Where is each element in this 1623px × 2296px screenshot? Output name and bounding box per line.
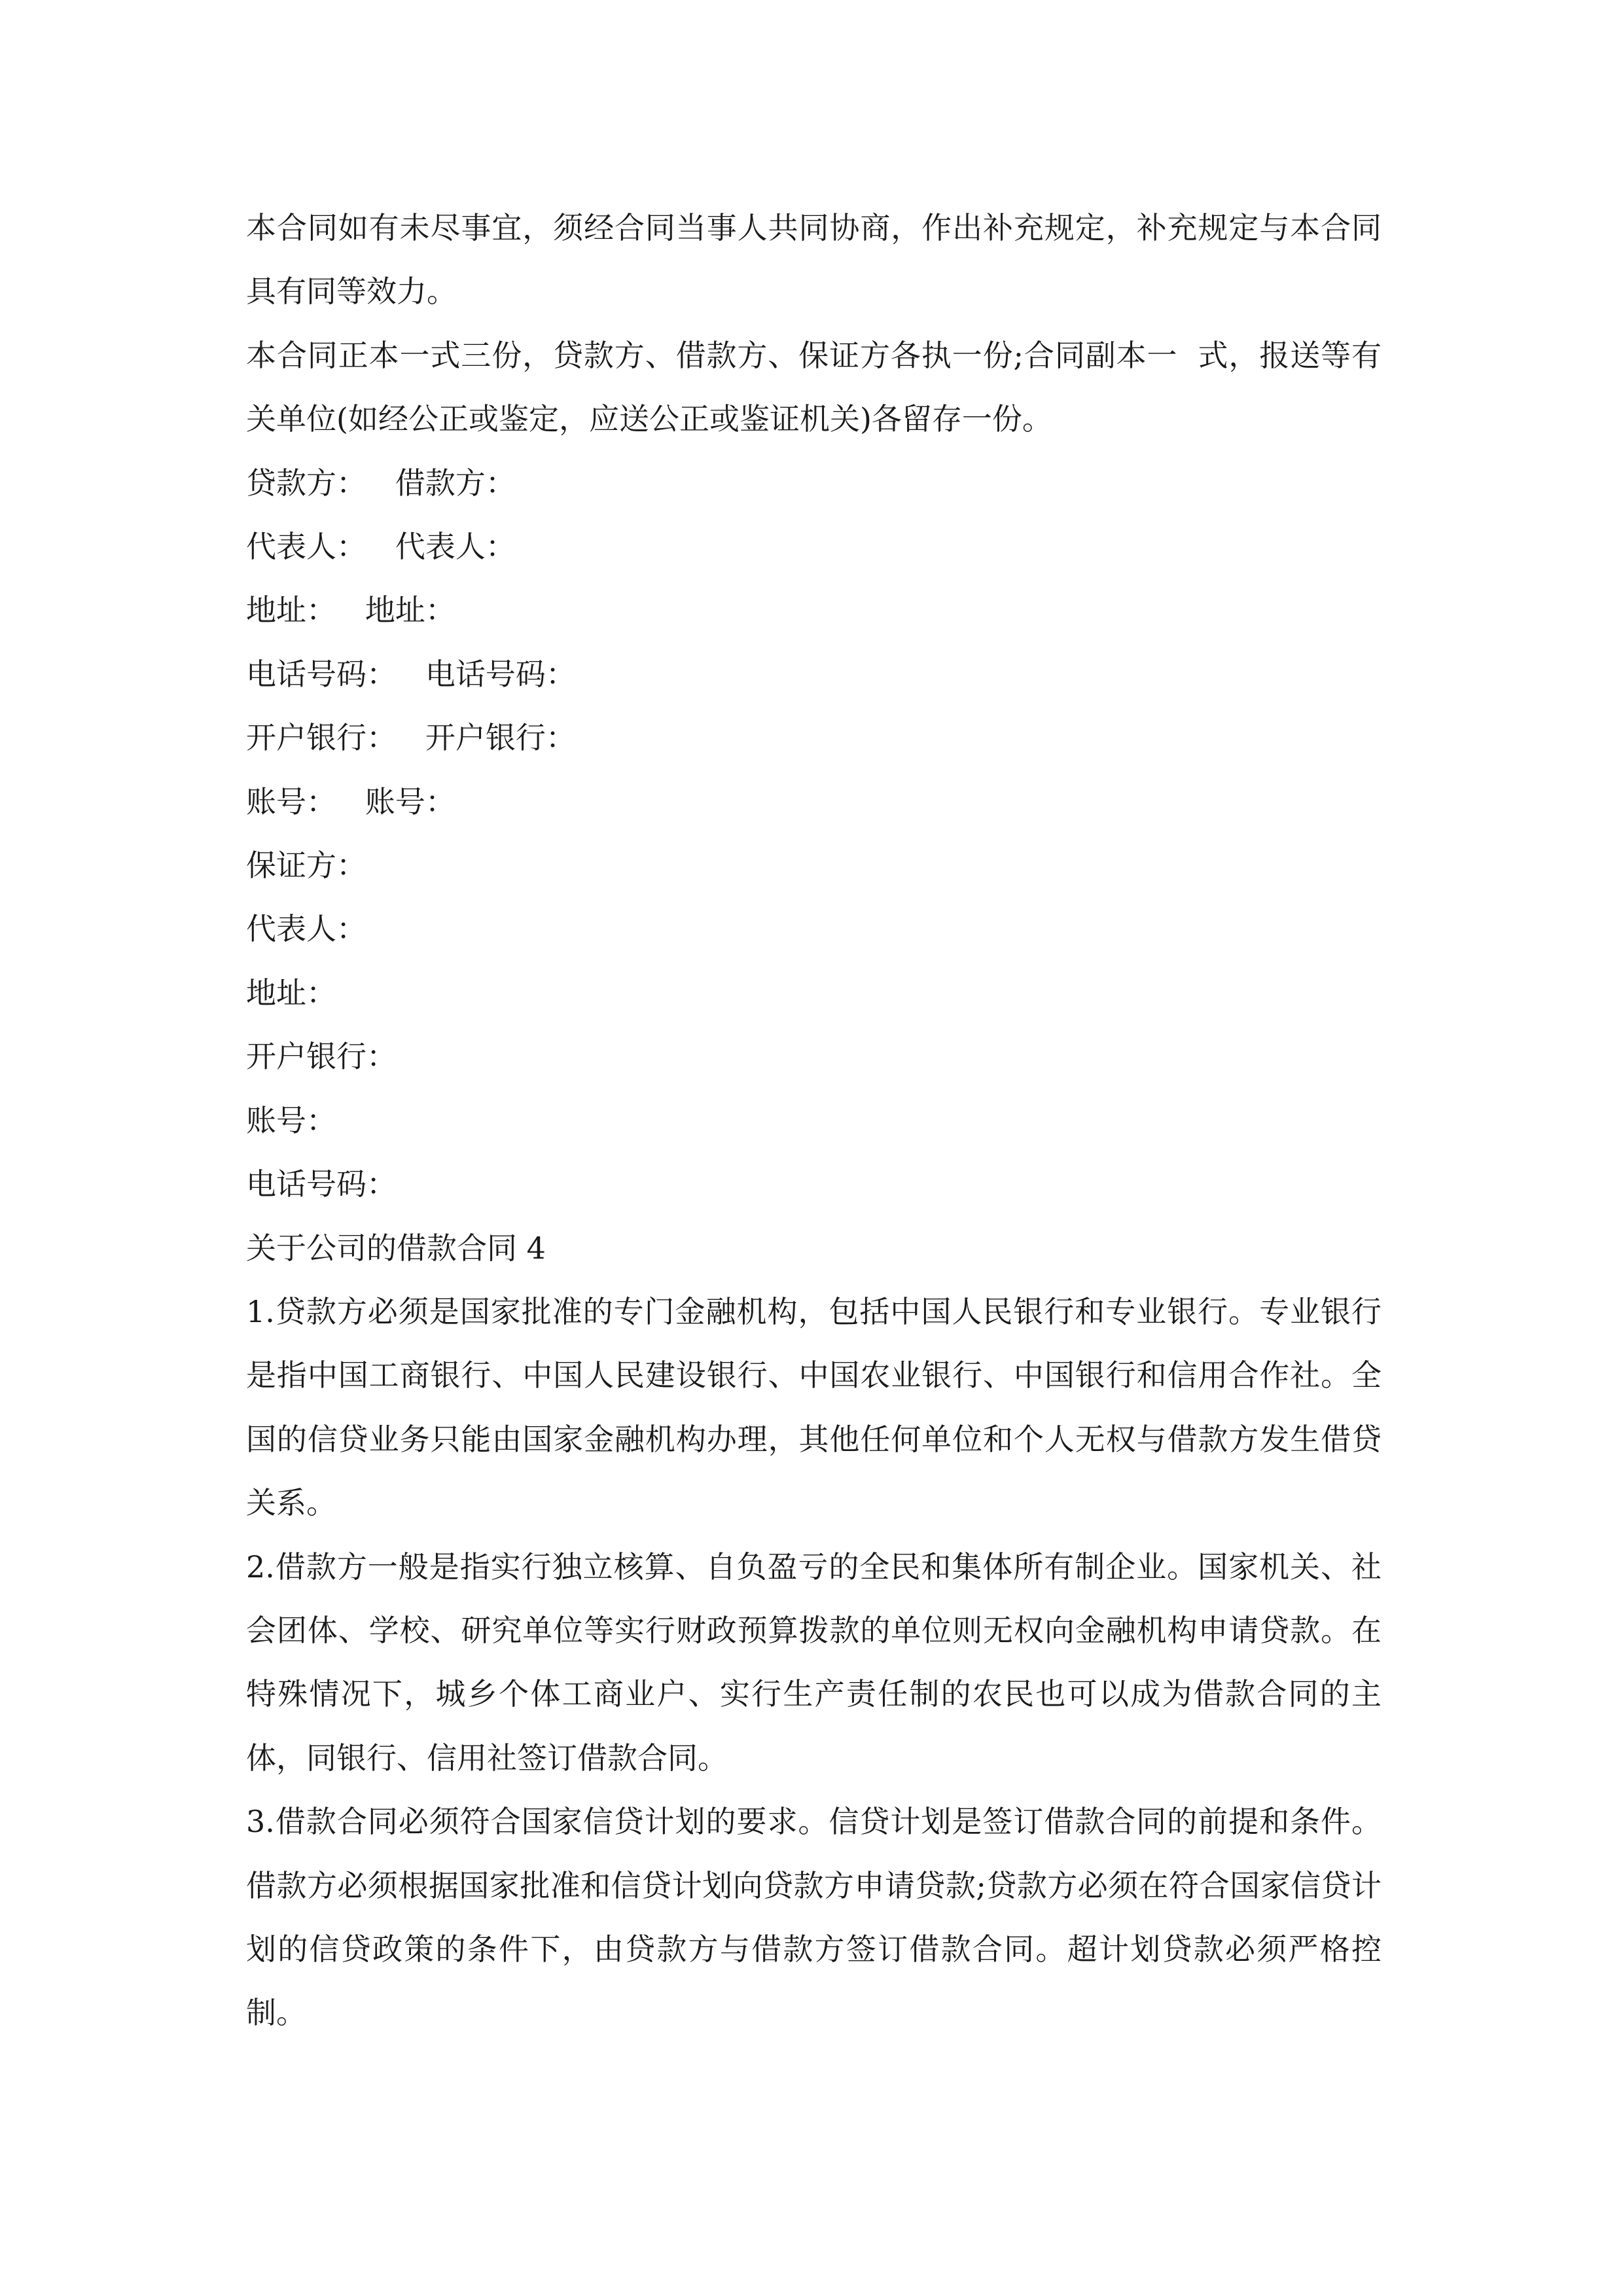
section-title: 关于公司的借款合同 4	[246, 1230, 546, 1266]
paragraph-copies: 本合同正本一式三份，贷款方、借款方、保证方各执一份;合同副本一 式，报送等有关单位(如经公正或鉴定，应送公正或鉴证机关)各留存一份。	[246, 337, 1382, 437]
guarantor-phone: 电话号码：	[246, 1166, 397, 1202]
document-body	[246, 196, 1382, 2045]
signature-account: 账号： 账号：	[246, 783, 455, 819]
paragraph-item-1: 1.贷款方必须是国家批准的专门金融机构，包括中国人民银行和专业银行。专业银行是指中国工商银行、中国人民建设银行、中国农业银行、中国银行和信用合作社。全国的信贷业务只能由国家金融机构办理，其他任何单位和个人无权与借款方发生借贷关系。	[246, 1293, 1382, 1521]
guarantor-bank: 开户银行：	[246, 1039, 397, 1075]
signature-phone: 电话号码： 电话号码：	[246, 656, 576, 692]
paragraph-supplementary-terms: 本合同如有未尽事宜，须经合同当事人共同协商，作出补充规定，补充规定与本合同具有同等效力。	[246, 210, 1382, 310]
guarantor-address: 地址：	[246, 975, 336, 1011]
guarantor-label: 保证方：	[246, 848, 366, 884]
signature-representative: 代表人： 代表人：	[246, 529, 516, 565]
guarantor-account: 账号：	[246, 1102, 336, 1138]
guarantor-representative: 代表人：	[246, 911, 366, 947]
signature-lender-borrower: 贷款方： 借款方：	[246, 465, 516, 501]
signature-bank: 开户银行： 开户银行：	[246, 720, 576, 756]
paragraph-item-2: 2.借款方一般是指实行独立核算、自负盈亏的全民和集体所有制企业。国家机关、社会团体、学校、研究单位等实行财政预算拨款的单位则无权向金融机构申请贷款。在特殊情况下，城乡个体工商业户、实行生产责任制的农民也可以成为借款合同的主体，同银行、信用社签订借款合同。	[246, 1549, 1382, 1776]
signature-address: 地址： 地址：	[246, 592, 455, 628]
paragraph-item-3: 3.借款合同必须符合国家信贷计划的要求。信贷计划是签订借款合同的前提和条件。借款方必须根据国家批准和信贷计划向贷款方申请贷款;贷款方必须在符合国家信贷计划的信贷政策的条件下，由贷款方与借款方签订借款合同。超计划贷款必须严格控制。	[246, 1804, 1382, 2031]
